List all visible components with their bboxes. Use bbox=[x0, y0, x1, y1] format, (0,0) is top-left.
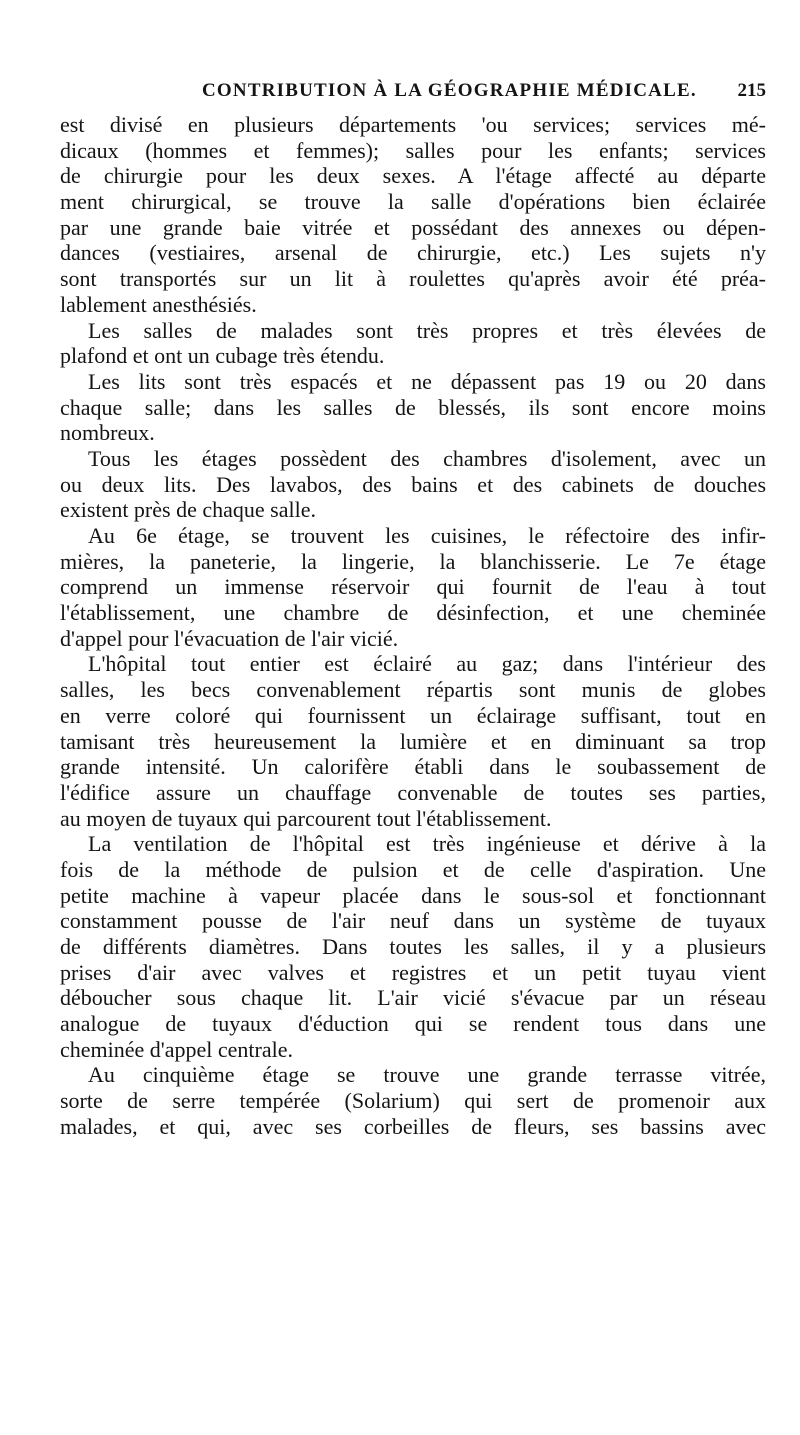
text-line: La ventilation de l'hôpital est très ingénieuse et dérive à la bbox=[88, 831, 766, 857]
text-line: grande intensité. Un calorifère établi dans le soubassement de bbox=[60, 754, 766, 780]
text-line: d'appel pour l'évacuation de l'air vicié. bbox=[60, 625, 399, 651]
text-line: plafond et ont un cubage très étendu. bbox=[60, 343, 385, 369]
text-line: déboucher sous chaque lit. L'air vicié s'évacue par un réseau bbox=[60, 985, 766, 1011]
text-line: en verre coloré qui fournissent un éclairage suffisant, tout en bbox=[60, 702, 766, 728]
text-line: analogue de tuyaux d'éduction qui se rendent tous dans une bbox=[60, 1011, 766, 1037]
text-line: par une grande baie vitrée et possédant des annexes ou dépen- bbox=[60, 214, 766, 240]
text-line: ou deux lits. Des lavabos, des bains et des cabinets de douches bbox=[60, 471, 766, 497]
text-line: dicaux (hommes et femmes); salles pour les enfants; services bbox=[60, 137, 766, 163]
text-line: mières, la paneterie, la lingerie, la blanchisserie. Le 7e étage bbox=[60, 548, 766, 574]
text-line: ment chirurgical, se trouve la salle d'opérations bien éclairée bbox=[60, 189, 766, 215]
text-line: sont transportés sur un lit à roulettes qu'après avoir été préa- bbox=[60, 266, 766, 292]
page-number: 215 bbox=[737, 80, 766, 101]
text-line: salles, les becs convenablement répartis sont munis de globes bbox=[60, 677, 766, 703]
text-line: de différents diamètres. Dans toutes les salles, il y a plusieurs bbox=[60, 934, 766, 959]
text-line: comprend un immense réservoir qui fournit de l'eau à tout bbox=[60, 574, 766, 600]
text-line: l'édifice assure un chauffage convenable de toutes ses parties, bbox=[60, 779, 766, 805]
text-line: chaque salle; dans les salles de blessés, ils sont encore moins bbox=[60, 394, 766, 420]
text-line: Au 6e étage, se trouvent les cuisines, le réfectoire des infir- bbox=[88, 523, 766, 548]
text-line: Au cinquième étage se trouve une grande terrasse vitrée, bbox=[88, 1062, 766, 1088]
text-line: tamisant très heureusement la lumière et en diminuant sa trop bbox=[60, 728, 766, 754]
text-line: existent près de chaque salle. bbox=[60, 497, 316, 523]
running-title: CONTRIBUTION À LA GÉOGRAPHIE MÉDICALE. bbox=[202, 80, 697, 101]
body-text bbox=[60, 112, 766, 1140]
text-line: au moyen de tuyaux qui parcourent tout l'établissement. bbox=[60, 805, 552, 831]
text-line: l'établissement, une chambre de désinfection, et une cheminée bbox=[60, 600, 766, 626]
text-line: de chirurgie pour les deux sexes. A l'étage affecté au départe bbox=[60, 163, 766, 189]
text-line: sorte de serre tempérée (Solarium) qui sert de promenoir aux bbox=[60, 1088, 766, 1114]
text-line: Les lits sont très espacés et ne dépassent pas 19 ou 20 dans bbox=[88, 368, 766, 394]
text-line: dances (vestiaires, arsenal de chirurgie, etc.) Les sujets n'y bbox=[60, 240, 766, 266]
text-line: L'hôpital tout entier est éclairé au gaz; dans l'intérieur des bbox=[88, 651, 766, 677]
text-line: prises d'air avec valves et registres et un petit tuyau vient bbox=[60, 959, 766, 985]
running-header bbox=[60, 80, 766, 106]
text-line: cheminée d'appel centrale. bbox=[60, 1036, 293, 1062]
text-line: Tous les étages possèdent des chambres d'isolement, avec un bbox=[88, 445, 766, 471]
text-line: constamment pousse de l'air neuf dans un système de tuyaux bbox=[60, 908, 766, 934]
text-line: Les salles de malades sont très propres et très élevées de bbox=[88, 317, 766, 343]
text-line: malades, et qui, avec ses corbeilles de fleurs, ses bassins avec bbox=[60, 1113, 766, 1139]
text-line: petite machine à vapeur placée dans le sous-sol et fonctionnant bbox=[60, 882, 766, 908]
text-line: est divisé en plusieurs départements 'ou services; services mé- bbox=[60, 112, 766, 137]
text-line: fois de la méthode de pulsion et de celle d'aspiration. Une bbox=[60, 856, 766, 882]
text-line: nombreux. bbox=[60, 420, 155, 446]
text-line: lablement anesthésiés. bbox=[60, 291, 257, 317]
